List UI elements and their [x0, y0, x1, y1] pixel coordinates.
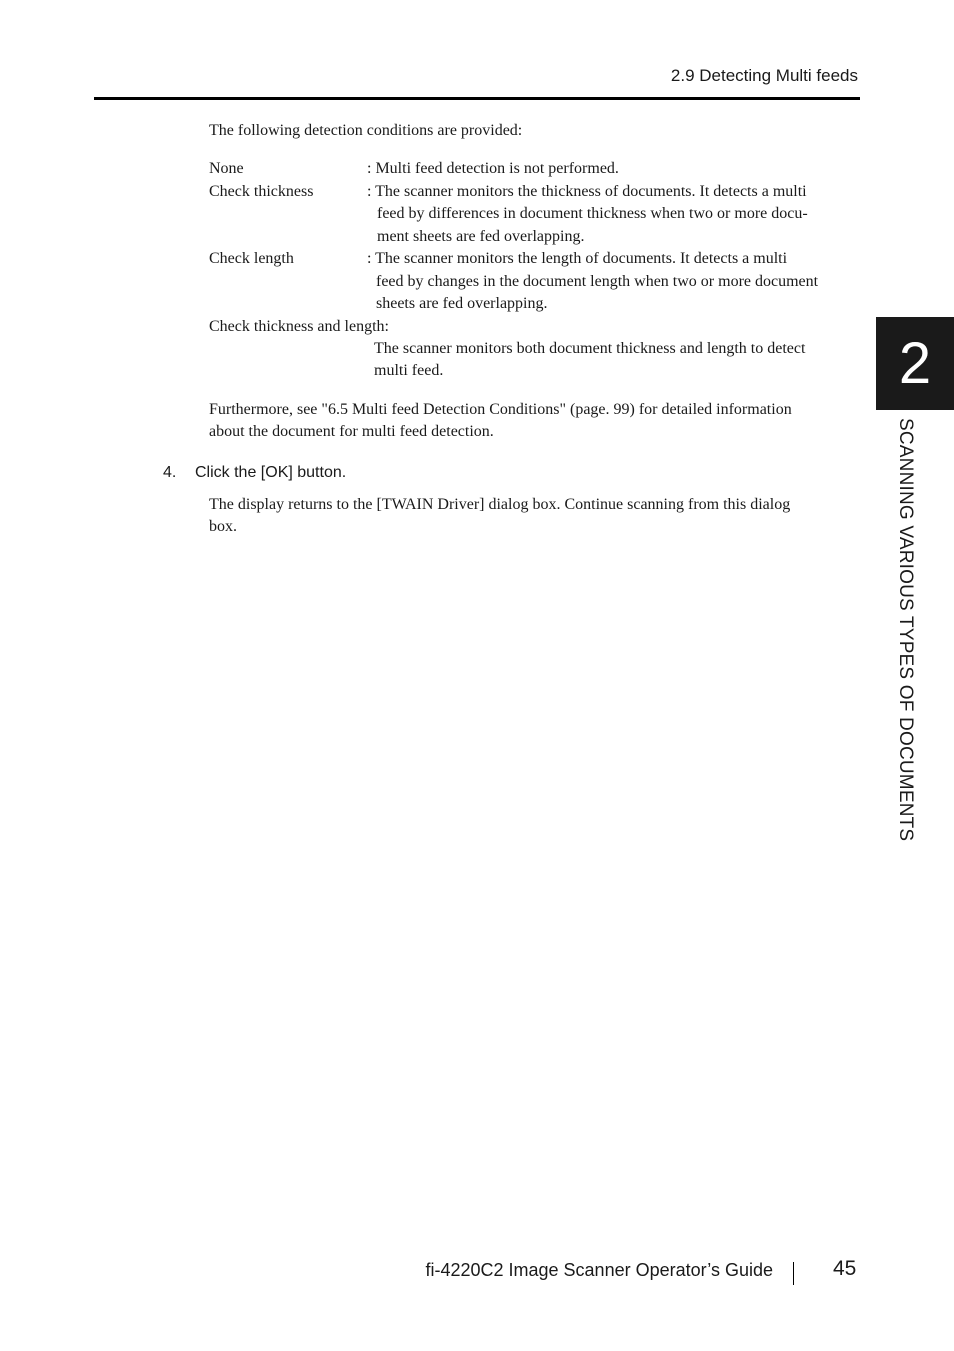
condition-term-check-length: Check length [209, 250, 294, 267]
footer-separator [793, 1262, 794, 1285]
page-number: 45 [833, 1257, 857, 1280]
condition-desc-thickness-line1: : The scanner monitors the thickness of documents. It detects a multi [367, 183, 807, 200]
intro-text: The following detection conditions are provided: [209, 122, 523, 139]
condition-desc-length-line3: sheets are fed overlapping. [376, 295, 548, 312]
condition-desc-both-line2: multi feed. [374, 362, 444, 379]
condition-term-check-thickness: Check thickness [209, 183, 314, 200]
running-header: 2.9 Detecting Multi feeds [670, 66, 858, 85]
header-rule [94, 97, 860, 100]
condition-term-thickness-and-length: Check thickness and length: [209, 318, 389, 335]
step-number: 4. [163, 464, 177, 481]
condition-desc-none-line1: : Multi feed detection is not performed. [367, 160, 619, 177]
step-body-line1: The display returns to the [TWAIN Driver] dialog box. Continue scanning from this dialog [209, 496, 791, 513]
condition-term-none: None [209, 160, 244, 177]
condition-desc-length-line2: feed by changes in the document length when two or more document [376, 273, 819, 290]
condition-desc-both-line1: The scanner monitors both document thickness and length to detect [374, 340, 806, 357]
chapter-tab: 2 [876, 317, 954, 410]
furthermore-line2: about the document for multi feed detection. [209, 423, 494, 440]
step-4 [163, 464, 346, 482]
footer-guide-title: fi-4220C2 Image Scanner Operator’s Guide [425, 1260, 773, 1280]
furthermore-line1: Furthermore, see "6.5 Multi feed Detection Conditions" (page. 99) for detailed information [209, 401, 792, 418]
condition-desc-length-line1: : The scanner monitors the length of documents. It detects a multi [367, 250, 788, 267]
condition-desc-thickness-line2: feed by differences in document thickness when two or more docu- [377, 205, 808, 222]
condition-desc-thickness-line3: ment sheets are fed overlapping. [377, 228, 585, 245]
step-body-line2: box. [209, 518, 237, 535]
step-text: Click the [OK] button. [195, 464, 347, 481]
chapter-title-vertical: SCANNING VARIOUS TYPES OF DOCUMENTS [895, 418, 916, 842]
